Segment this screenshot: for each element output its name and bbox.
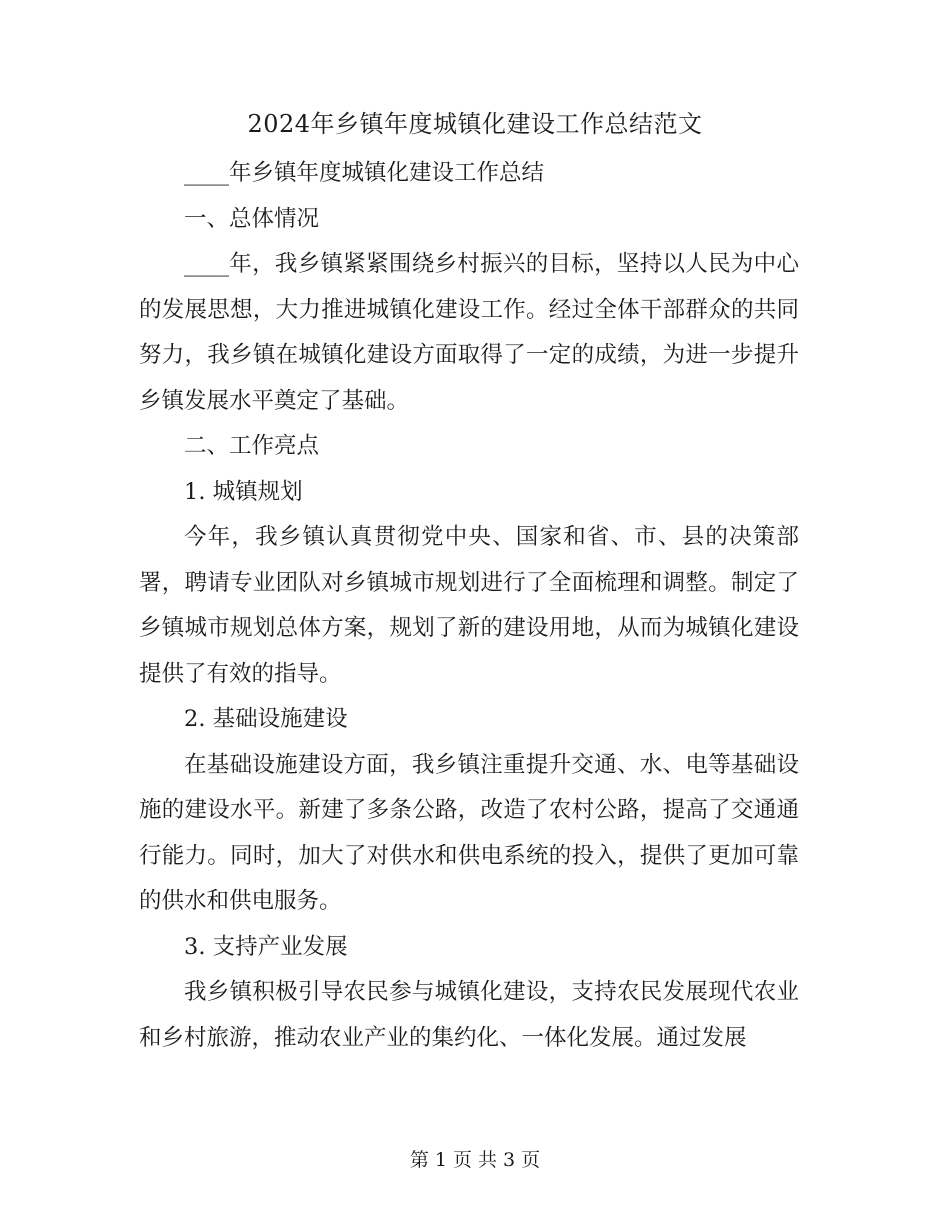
subheading-industry-support: 3. 支持产业发展 [184,933,348,960]
subtitle-paragraph: ____年乡镇年度城镇化建设工作总结 [184,160,545,186]
subheading-town-planning: 1. 城镇规划 [184,478,303,505]
page-number-footer: 第 1 页 共 3 页 [409,1149,541,1171]
document-body [139,151,799,1061]
section-heading-overview: 一、总体情况 [184,205,320,232]
document-title: 2024年乡镇年度城镇化建设工作总结范文 [247,110,703,138]
overview-paragraph: ____年，我乡镇紧紧围绕乡村振兴的目标，坚持以人民为中心的发展思想，大力推进城镇化建设工作。经过全体干部群众的共同努力，我乡镇在城镇化建设方面取得了一定的成绩，为进一步提升乡镇发展水平奠定了基础。 [139,251,799,414]
section-heading-highlights: 二、工作亮点 [184,433,320,459]
subheading-infrastructure: 2. 基础设施建设 [184,706,348,732]
town-planning-paragraph: 今年，我乡镇认真贯彻党中央、国家和省、市、县的决策部署，聘请专业团队对乡镇城市规划进行了全面梳理和调整。制定了乡镇城市规划总体方案，规划了新的建设用地，从而为城镇化建设提供了有效的指导。 [139,524,799,687]
industry-support-paragraph: 我乡镇积极引导农民参与城镇化建设，支持农民发展现代农业和乡村旅游，推动农业产业的集约化、一体化发展。通过发展 [139,979,799,1051]
infrastructure-paragraph: 在基础设施建设方面，我乡镇注重提升交通、水、电等基础设施的建设水平。新建了多条公路，改造了农村公路，提高了交通通行能力。同时，加大了对供水和供电系统的投入，提供了更加可靠的供水和供电服务。 [139,751,799,914]
